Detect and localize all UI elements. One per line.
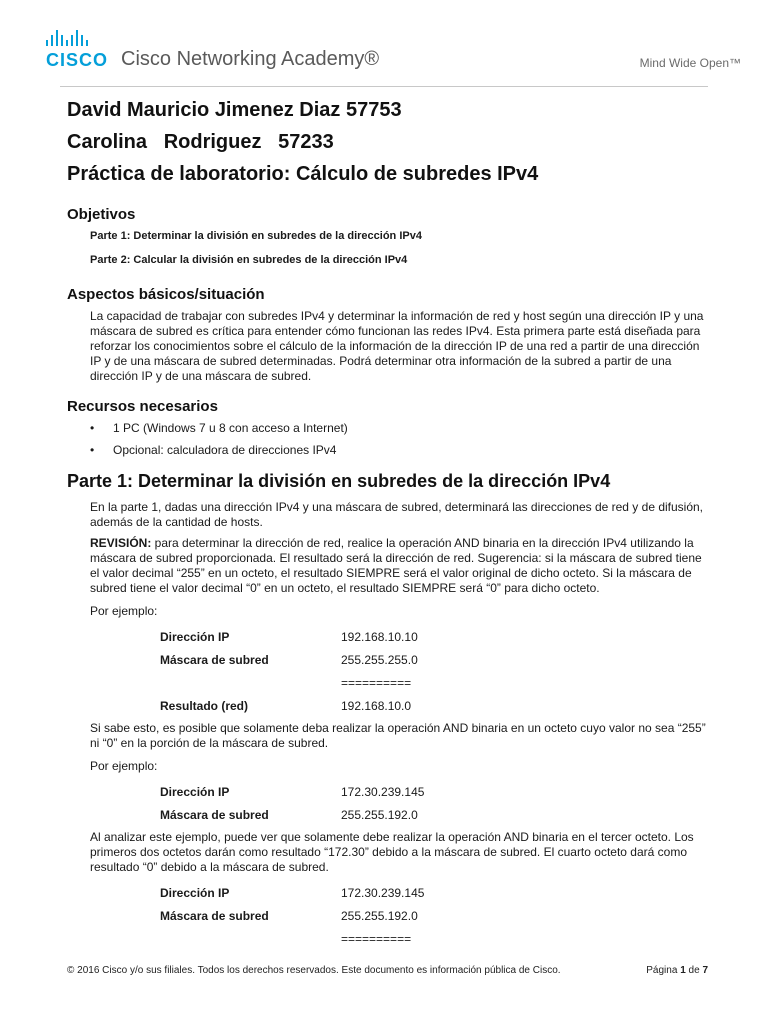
review-text: para determinar la dirección de red, realice la operación AND binaria en la dirección IPv4 utilizando la máscara de subred proporcionada. El resultado será la dirección de red. Sugerencia: si la máscara de subred tiene el valor decimal “255” en un octeto, el resultado SIEMPRE será el valor original de dicho octeto. Si la máscara de subred tiene el valor decimal “0” en un octeto, el resultado SIEMPRE será “0” para dicho octeto. [90,536,702,595]
page-number [646,965,708,976]
header-divider [60,86,708,87]
cisco-logo [46,28,116,70]
example-row-value: 255.255.192.0 [341,908,418,923]
example-3-table [90,881,707,950]
copyright-text: © 2016 Cisco y/o sus filiales. Todos los derechos reservados. Este documento es información pública de Cisco. [67,965,561,976]
document-body [67,94,707,950]
page-of: de [685,965,703,976]
lab-title: Práctica de laboratorio: Cálculo de subredes IPv4 [67,163,539,185]
cisco-wordmark: CISCO [46,50,109,70]
review-label: REVISIÓN: [90,536,152,550]
review-paragraph [90,536,707,596]
example-row-value: 192.168.10.10 [341,629,418,644]
example-row [90,694,707,717]
example-row-label: Máscara de subred [160,652,269,667]
example-row-value: 255.255.192.0 [341,807,418,822]
background-heading: Aspectos básicos/situación [67,286,265,303]
example-row [90,625,707,648]
cisco-bars-icon [46,28,116,46]
example-row-value: 172.30.239.145 [341,885,425,900]
author-1: David Mauricio Jimenez Diaz 57753 [67,99,402,121]
example-row-value: 255.255.255.0 [341,652,418,667]
background-text: La capacidad de trabajar con subredes IPv4 y determinar la información de red y host según una dirección IP y una máscara de subred es crítica para entender cómo funcionan las redes IPv4. Esta primera parte está diseñada para reforzar los conocimientos sobre el cálculo de la información de la dirección IP de una red a partir de una dirección IP y de una máscara de subred determinadas. Podrá determinar otra información de la subred a partir de una dirección IP y de una máscara de subred. [90,309,704,383]
note-paragraph: Al analizar este ejemplo, puede ver que solamente debe realizar la operación AND binaria en el tercer octeto. Los primeros dos octetos darán como resultado “172.30” debido a la máscara de subred. El cuarto octeto dará como resultado “0” debido a la máscara de subred. [90,830,694,874]
example-row-label: Dirección IP [160,885,230,900]
page-current: 1 [680,965,686,976]
example-row [90,803,707,826]
example-label: Por ejemplo: [90,604,158,618]
example-row-label: Dirección IP [160,629,230,644]
example-row [90,904,707,927]
academy-title: Cisco Networking Academy® [121,48,380,70]
page-prefix: Página [646,965,681,976]
example-row-value: 192.168.10.0 [341,698,412,713]
page-total: 7 [702,965,708,976]
resource-item: • 1 PC (Windows 7 u 8 con acceso a Internet) [90,421,707,435]
resources-heading: Recursos necesarios [67,398,218,415]
objectives-heading: Objetivos [67,206,136,223]
example-row-label: Máscara de subred [160,908,269,923]
page-header [0,0,768,86]
objective-item: Parte 2: Calcular la división en subredes de la dirección IPv4 [90,254,408,266]
example-row-value: ========== [341,675,412,690]
example-row-label: Resultado (red) [160,698,249,713]
example-row-value: ========== [341,931,412,946]
example-row [90,780,707,803]
part1-heading: Parte 1: Determinar la división en subredes de la dirección IPv4 [67,471,611,491]
example-row [90,648,707,671]
page-footer [67,965,708,976]
example-row-label: Máscara de subred [160,807,269,822]
example-2-table [90,780,707,826]
example-label: Por ejemplo: [90,759,158,773]
part1-intro: En la parte 1, dadas una dirección IPv4 y una máscara de subred, determinará las direcciones de red y de difusión, además de la cantidad de hosts. [90,500,704,529]
example-row-label: Dirección IP [160,784,230,799]
objective-item: Parte 1: Determinar la división en subredes de la dirección IPv4 [90,230,422,242]
example-1-table [90,625,707,717]
example-row-value: 172.30.239.145 [341,784,425,799]
author-2: Carolina Rodriguez 57233 [67,131,334,153]
example-row [90,881,707,904]
example-row [90,671,707,694]
note-paragraph: Si sabe esto, es posible que solamente deba realizar la operación AND binaria en un octeto cuyo valor no sea “255” ni “0” en la porción de la máscara de subred. [90,721,706,750]
tagline: Mind Wide Open™ [639,56,741,70]
example-row [90,927,707,950]
resource-item: • Opcional: calculadora de direcciones IPv4 [90,443,707,457]
